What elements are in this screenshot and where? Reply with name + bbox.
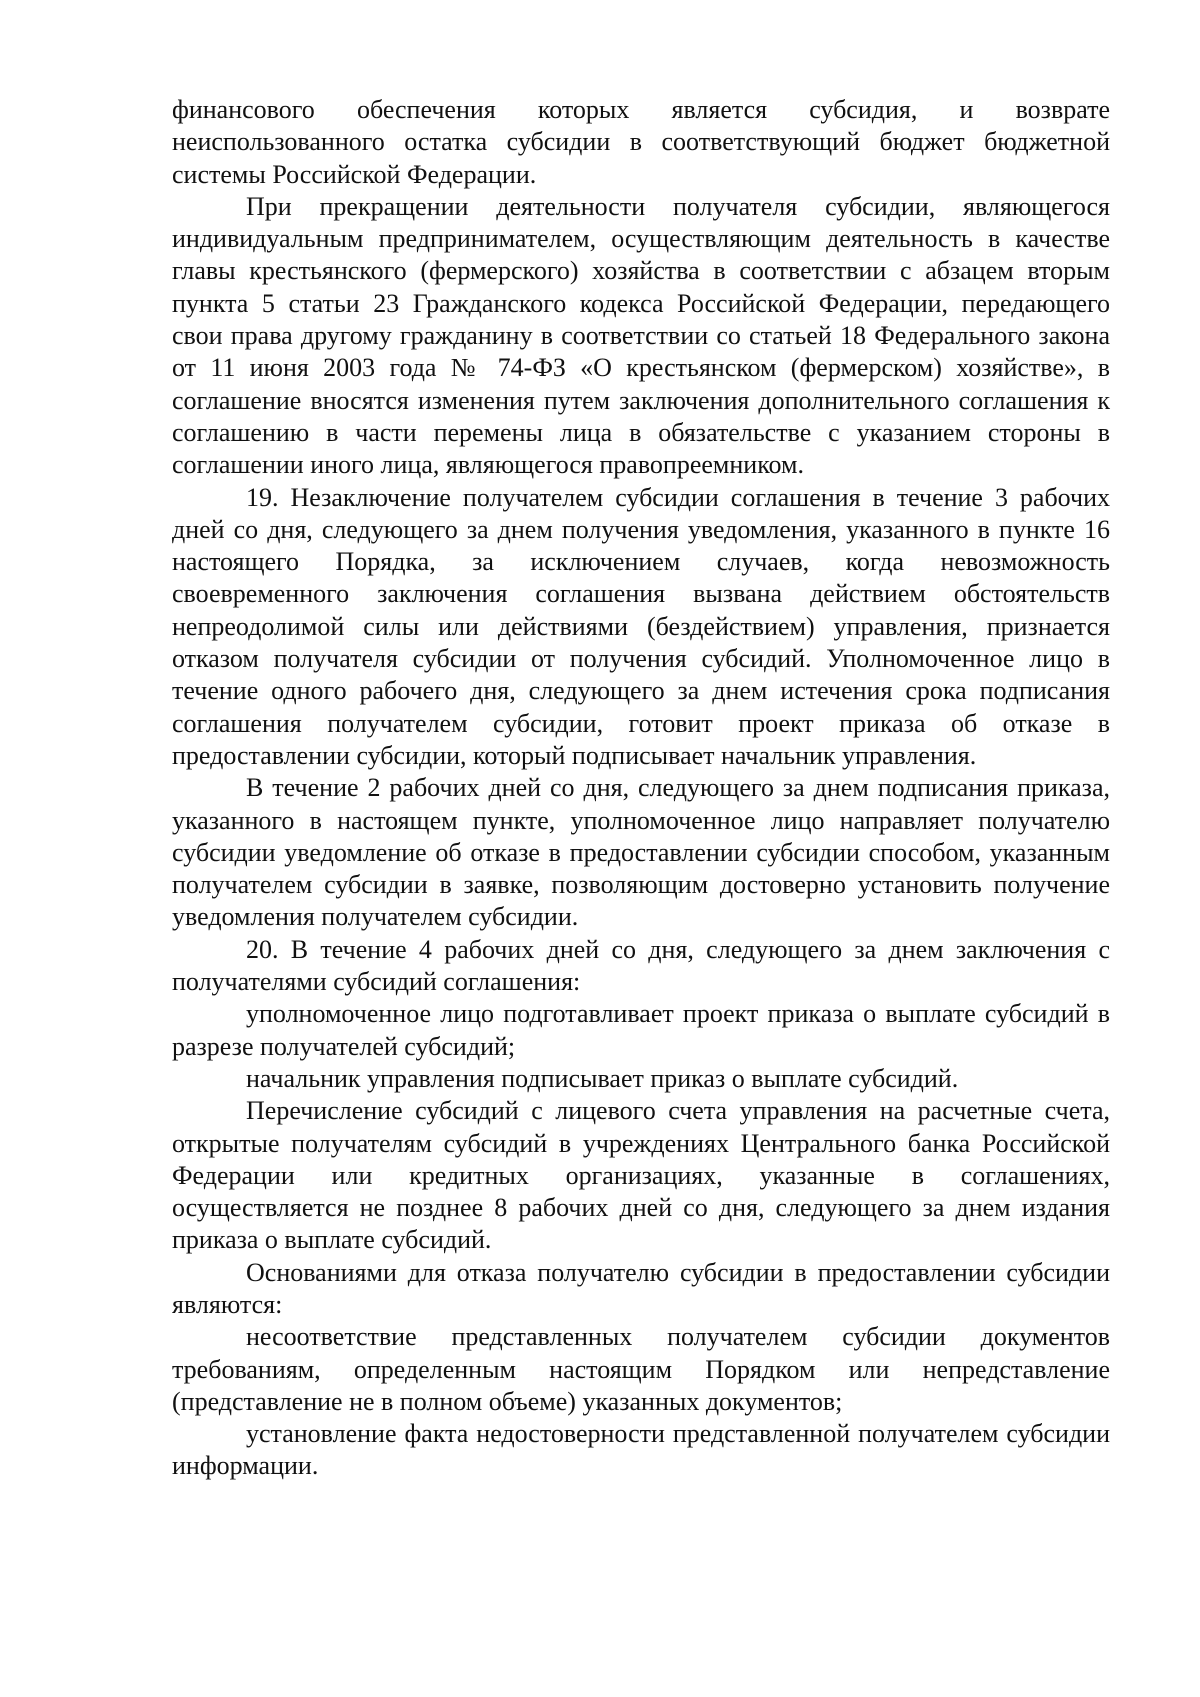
paragraph-19: 19. Незаключение получателем субсидии соглашения в течение 3 рабочих дней со дня, следующего за днем получения уведомления, указанного в пункте 16 настоящего Порядка, за исключением случаев, когда невозможность своевременного заключения соглашения вызвана действием обстоятельств непреодолимой силы или действиями (бездействием) управления, признается отказом получателя субсидии от получения субсидий. Уполномоченное лицо в течение одного рабочего дня, следующего за днем истечения срока подписания соглашения получателем субсидии, готовит проект приказа об отказе в предоставлении субсидии, который подписывает начальник управления. (172, 482, 1110, 770)
paragraph-list-item-documents: несоответствие представленных получателем субсидии документов требованиям, определенным настоящим Порядком или непредставление (представление не в полном объеме) указанных документов; (172, 1322, 1110, 1416)
paragraph-termination: При прекращении деятельности получателя субсидии, являющегося индивидуальным предпринимателем, осуществляющим деятельность в качестве главы крестьянского (фермерского) хозяйства в соответствии с абзацем вторым пункта 5 статьи 23 Гражданского кодекса Российской Федерации, передающего свои права другому гражданину в соответствии со статьей 18 Федерального закона от 11 июня 2003 года № 74-ФЗ «О крестьянском (фермерском) хозяйстве», в соглашение вносятся изменения путем заключения дополнительного соглашения к соглашению в части перемены лица в обязательстве с указанием стороны в соглашении иного лица, являющегося правопреемником. (172, 191, 1110, 480)
paragraph-list-item-false-info: установление факта недостоверности представленной получателем субсидии информации. (172, 1419, 1110, 1481)
paragraph-list-item-sign-order: начальник управления подписывает приказ о выплате субсидий. (246, 1063, 959, 1093)
paragraph-refusal-notice: В течение 2 рабочих дней со дня, следующего за днем подписания приказа, указанного в настоящем пункте, уполномоченное лицо направляет получателю субсидии уведомление об отказе в предоставлении субсидии способом, указанным получателем субсидии в заявке, позволяющим достоверно установить получение уведомления получателем субсидии. (172, 773, 1110, 932)
paragraph-refusal-grounds: Основаниями для отказа получателю субсидии в предоставлении субсидии являются: (172, 1257, 1110, 1319)
document-page (172, 94, 1110, 1483)
paragraph-list-item-prepare-order: уполномоченное лицо подготавливает проект приказа о выплате субсидий в разрезе получателей субсидий; (172, 999, 1110, 1061)
paragraph-continuation: финансового обеспечения которых является субсидия, и возврате неиспользованного остатка субсидии в соответствующий бюджет бюджетной системы Российской Федерации. (172, 95, 1110, 189)
paragraph-20: 20. В течение 4 рабочих дней со дня, следующего за днем заключения с получателями субсидий соглашения: (172, 934, 1110, 997)
paragraph-transfer: Перечисление субсидий с лицевого счета управления на расчетные счета, открытые получателям субсидий в учреждениях Центрального банка Российской Федерации или кредитных организациях, указанные в соглашениях, осуществляется не позднее 8 рабочих дней со дня, следующего за днем издания приказа о выплате субсидий. (172, 1096, 1110, 1255)
